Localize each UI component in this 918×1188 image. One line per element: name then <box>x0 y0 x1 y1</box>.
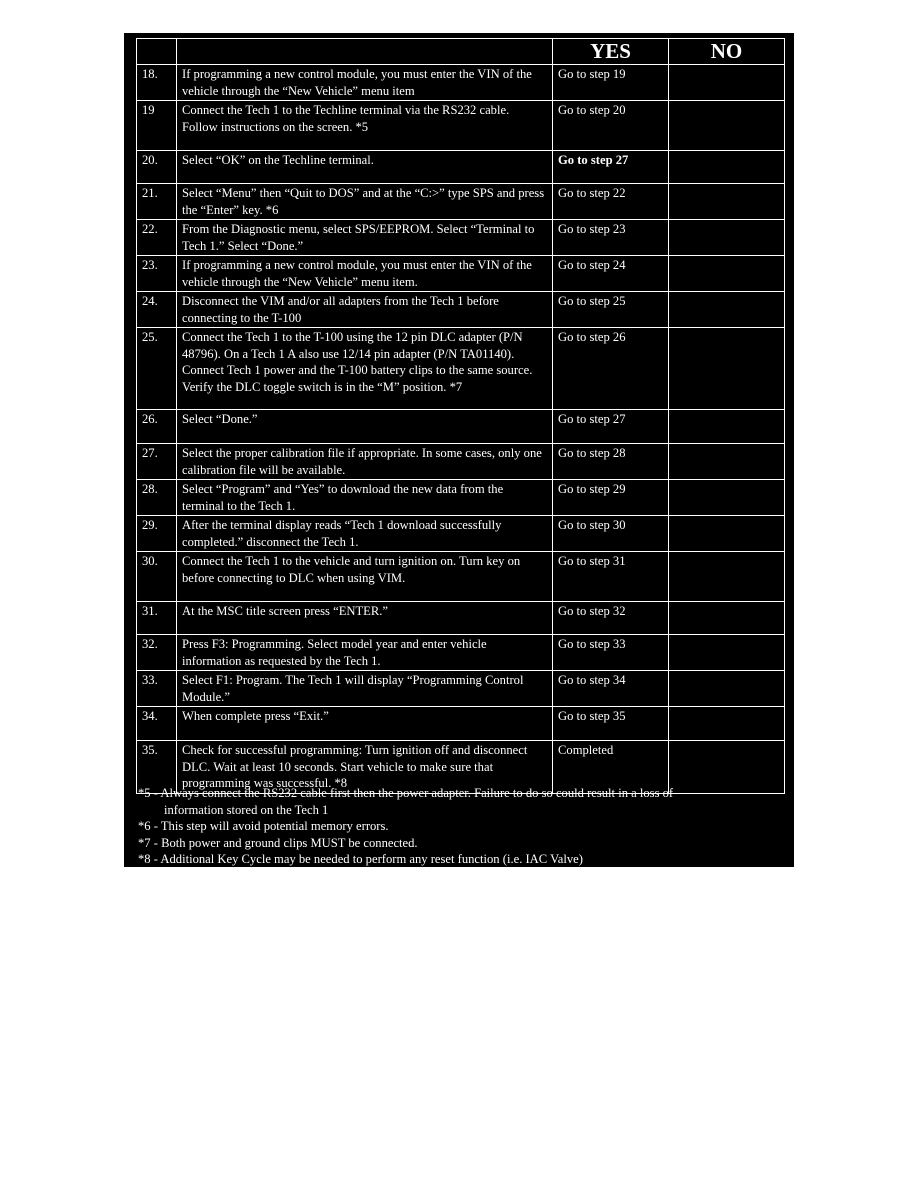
table-row <box>137 635 785 671</box>
table-row <box>137 328 785 410</box>
step-number: 34. <box>137 707 177 741</box>
step-description: Select F1: Program. The Tech 1 will display “Programming Control Module.” <box>177 671 553 707</box>
step-no-action <box>669 328 785 410</box>
header-no: NO <box>669 39 785 65</box>
step-description: If programming a new control module, you must enter the VIN of the vehicle through the “New Vehicle” menu item <box>177 65 553 101</box>
step-number: 28. <box>137 480 177 516</box>
table-row <box>137 101 785 151</box>
step-description: At the MSC title screen press “ENTER.” <box>177 602 553 635</box>
table-row <box>137 410 785 444</box>
table-row <box>137 552 785 602</box>
step-number: 26. <box>137 410 177 444</box>
step-no-action <box>669 516 785 552</box>
step-no-action <box>669 65 785 101</box>
step-description: Connect the Tech 1 to the vehicle and turn ignition on. Turn key on before connecting to DLC when using VIM. <box>177 552 553 602</box>
step-yes-action: Go to step 22 <box>553 184 669 220</box>
step-description: Press F3: Programming. Select model year and enter vehicle information as requested by the Tech 1. <box>177 635 553 671</box>
step-yes-action: Completed <box>553 741 669 794</box>
step-number: 25. <box>137 328 177 410</box>
step-description: Select “OK” on the Techline terminal. <box>177 151 553 184</box>
footnote-7: *7 - Both power and ground clips MUST be connected. <box>138 835 418 850</box>
step-no-action <box>669 151 785 184</box>
step-number: 35. <box>137 741 177 794</box>
step-description: Select “Program” and “Yes” to download the new data from the terminal to the Tech 1. <box>177 480 553 516</box>
step-yes-action: Go to step 23 <box>553 220 669 256</box>
step-number: 29. <box>137 516 177 552</box>
step-yes-action: Go to step 26 <box>553 328 669 410</box>
step-number: 33. <box>137 671 177 707</box>
step-description: Connect the Tech 1 to the T-100 using the 12 pin DLC adapter (P/N 48796). On a Tech 1 A also use 12/14 pin adapter (P/N TA01140). Connect Tech 1 power and the T-100 battery clips to the same source. Verify the DLC toggle switch is in the “M” position. *7 <box>177 328 553 410</box>
step-no-action <box>669 635 785 671</box>
step-description: When complete press “Exit.” <box>177 707 553 741</box>
step-number: 23. <box>137 256 177 292</box>
footnotes <box>138 785 778 868</box>
step-yes-action: Go to step 30 <box>553 516 669 552</box>
table-row <box>137 480 785 516</box>
step-no-action <box>669 602 785 635</box>
step-yes-action: Go to step 34 <box>553 671 669 707</box>
step-no-action <box>669 184 785 220</box>
table-row <box>137 444 785 480</box>
step-yes-action: Go to step 24 <box>553 256 669 292</box>
step-description: Check for successful programming: Turn ignition off and disconnect DLC. Wait at least 10 seconds. Start vehicle to make sure that programming was successful. *8 <box>177 741 553 794</box>
table-row <box>137 65 785 101</box>
step-yes-action: Go to step 33 <box>553 635 669 671</box>
table-row <box>137 220 785 256</box>
footnote-5: *5 - Always connect the RS232 cable first then the power adapter. Failure to do so could result in a loss of <box>138 786 674 800</box>
step-yes-action: Go to step 25 <box>553 292 669 328</box>
step-no-action <box>669 671 785 707</box>
table-row <box>137 602 785 635</box>
step-yes-action: Go to step 27 <box>553 151 669 184</box>
table-header-row <box>137 39 785 65</box>
header-description-cell <box>177 39 553 65</box>
footnote-8: *8 - Additional Key Cycle may be needed to perform any reset function (i.e. IAC Valve) <box>138 852 583 866</box>
table-row <box>137 671 785 707</box>
table-row <box>137 256 785 292</box>
step-number: 21. <box>137 184 177 220</box>
table-row <box>137 184 785 220</box>
step-number: 27. <box>137 444 177 480</box>
step-yes-action: Go to step 32 <box>553 602 669 635</box>
table-row <box>137 707 785 741</box>
step-no-action <box>669 410 785 444</box>
step-yes-action: Go to step 20 <box>553 101 669 151</box>
step-no-action <box>669 444 785 480</box>
header-step-cell <box>137 39 177 65</box>
step-yes-action: Go to step 31 <box>553 552 669 602</box>
table-row <box>137 151 785 184</box>
step-number: 22. <box>137 220 177 256</box>
step-number: 19 <box>137 101 177 151</box>
step-no-action <box>669 292 785 328</box>
step-description: Select the proper calibration file if appropriate. In some cases, only one calibration file will be available. <box>177 444 553 480</box>
table-row <box>137 516 785 552</box>
step-number: 32. <box>137 635 177 671</box>
step-no-action <box>669 480 785 516</box>
step-yes-action: Go to step 29 <box>553 480 669 516</box>
step-yes-action: Go to step 28 <box>553 444 669 480</box>
step-yes-action: Go to step 19 <box>553 65 669 101</box>
step-no-action <box>669 256 785 292</box>
step-description: Select “Done.” <box>177 410 553 444</box>
table-row <box>137 292 785 328</box>
step-number: 24. <box>137 292 177 328</box>
footnote-5-continued: information stored on the Tech 1 <box>164 802 329 817</box>
procedure-table <box>136 38 785 794</box>
step-number: 31. <box>137 602 177 635</box>
step-number: 30. <box>137 552 177 602</box>
step-description: After the terminal display reads “Tech 1 download successfully completed.” disconnect the Tech 1. <box>177 516 553 552</box>
step-no-action <box>669 101 785 151</box>
step-no-action <box>669 220 785 256</box>
step-description: If programming a new control module, you must enter the VIN of the vehicle through the “New Vehicle” menu item. <box>177 256 553 292</box>
step-description: Disconnect the VIM and/or all adapters from the Tech 1 before connecting to the T-100 <box>177 292 553 328</box>
step-yes-action: Go to step 35 <box>553 707 669 741</box>
header-yes: YES <box>553 39 669 65</box>
step-description: Connect the Tech 1 to the Techline terminal via the RS232 cable. Follow instructions on the screen. *5 <box>177 101 553 151</box>
step-description: From the Diagnostic menu, select SPS/EEPROM. Select “Terminal to Tech 1.” Select “Done.” <box>177 220 553 256</box>
step-no-action <box>669 552 785 602</box>
step-number: 18. <box>137 65 177 101</box>
footnote-6: *6 - This step will avoid potential memory errors. <box>138 819 389 833</box>
step-number: 20. <box>137 151 177 184</box>
step-yes-action: Go to step 27 <box>553 410 669 444</box>
step-description: Select “Menu” then “Quit to DOS” and at the “C:>” type SPS and press the “Enter” key. *6 <box>177 184 553 220</box>
step-no-action <box>669 707 785 741</box>
procedure-sheet <box>124 33 794 867</box>
